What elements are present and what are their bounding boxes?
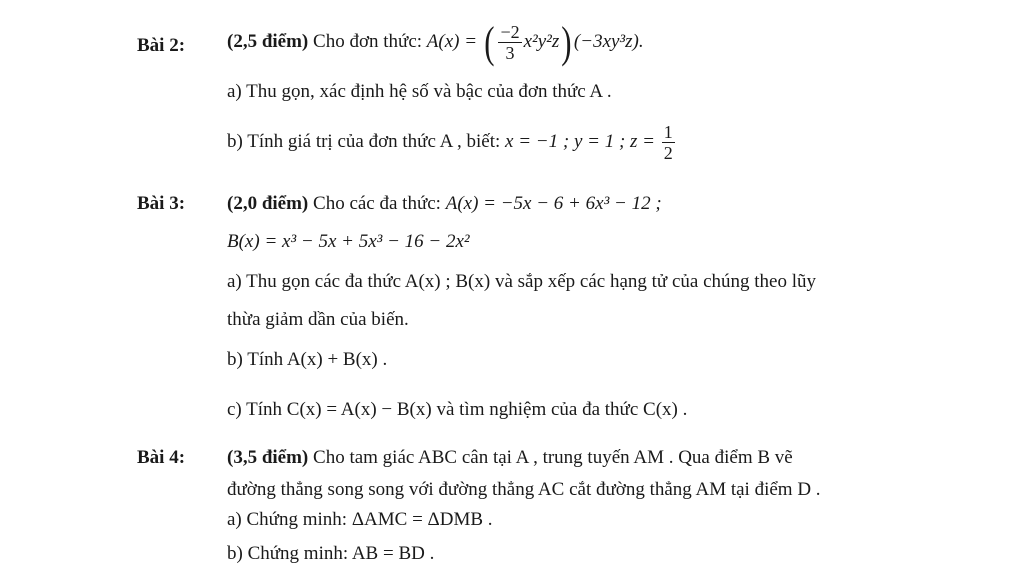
- bai3-points: (2,0 điểm): [227, 193, 309, 214]
- left-paren-icon: (: [483, 17, 495, 67]
- bai2-term2: (−3xy³z).: [573, 30, 644, 52]
- bai2-part-b: [227, 122, 677, 163]
- bai2-b-frac-num: 1: [663, 122, 673, 142]
- bai2-term1: x²y²z: [523, 30, 560, 52]
- bai3-intro: Cho các đa thức:: [308, 193, 446, 214]
- bai2-intro: Cho đơn thức:: [308, 30, 427, 52]
- bai3-part-c: c) Tính C(x) = A(x) − B(x) và tìm nghiệm của đa thức C(x) .: [227, 399, 688, 420]
- bai3-label: Bài 3:: [137, 193, 186, 214]
- bai2-points: (2,5 điểm): [227, 30, 309, 52]
- bai2-b-text: b) Tính giá trị của đơn thức A , biết:: [227, 130, 506, 152]
- bai4-part-a: a) Chứng minh: ΔAMC = ΔDMB .: [227, 509, 493, 530]
- bai2-fraction: [498, 22, 521, 63]
- bai2-part-a: a) Thu gọn, xác định hệ số và bậc của đơn thức A .: [227, 81, 612, 102]
- bai4-statement: [227, 446, 793, 470]
- bai4-line1: Cho tam giác ABC cân tại A , trung tuyến AM . Qua điểm B vẽ: [308, 447, 793, 468]
- bai3-part-a-line2: thừa giảm dần của biến.: [227, 309, 409, 330]
- bai2-b-values: x = −1 ; y = 1 ; z =: [505, 130, 660, 152]
- bai2-label: Bài 2:: [137, 35, 186, 56]
- bai4-line2: đường thẳng song song với đường thẳng AC cắt đường thẳng AM tại điểm D .: [227, 479, 821, 500]
- bai3-part-a-line1: a) Thu gọn các đa thức A(x) ; B(x) và sắp xếp các hạng tử của chúng theo lũy: [227, 271, 816, 292]
- bai4-part-b: b) Chứng minh: AB = BD .: [227, 543, 435, 564]
- bai2-formula-lhs: A(x) =: [426, 30, 482, 52]
- bai2-frac-den: 3: [505, 43, 515, 63]
- bai2-frac-num: −2: [500, 22, 520, 42]
- bai3-statement: [227, 192, 662, 216]
- bai2-b-frac-den: 2: [663, 143, 673, 163]
- bai3-part-b: b) Tính A(x) + B(x) .: [227, 349, 388, 370]
- bai2-statement: [227, 17, 644, 67]
- right-paren-icon: ): [561, 17, 572, 67]
- bai4-label: Bài 4:: [137, 447, 186, 468]
- bai4-points: (3,5 điểm): [227, 447, 309, 468]
- bai3-poly-a: A(x) = −5x − 6 + 6x³ − 12 ;: [445, 193, 662, 214]
- bai2-b-fraction: [662, 122, 675, 163]
- bai3-poly-b: B(x) = x³ − 5x + 5x³ − 16 − 2x²: [227, 231, 470, 252]
